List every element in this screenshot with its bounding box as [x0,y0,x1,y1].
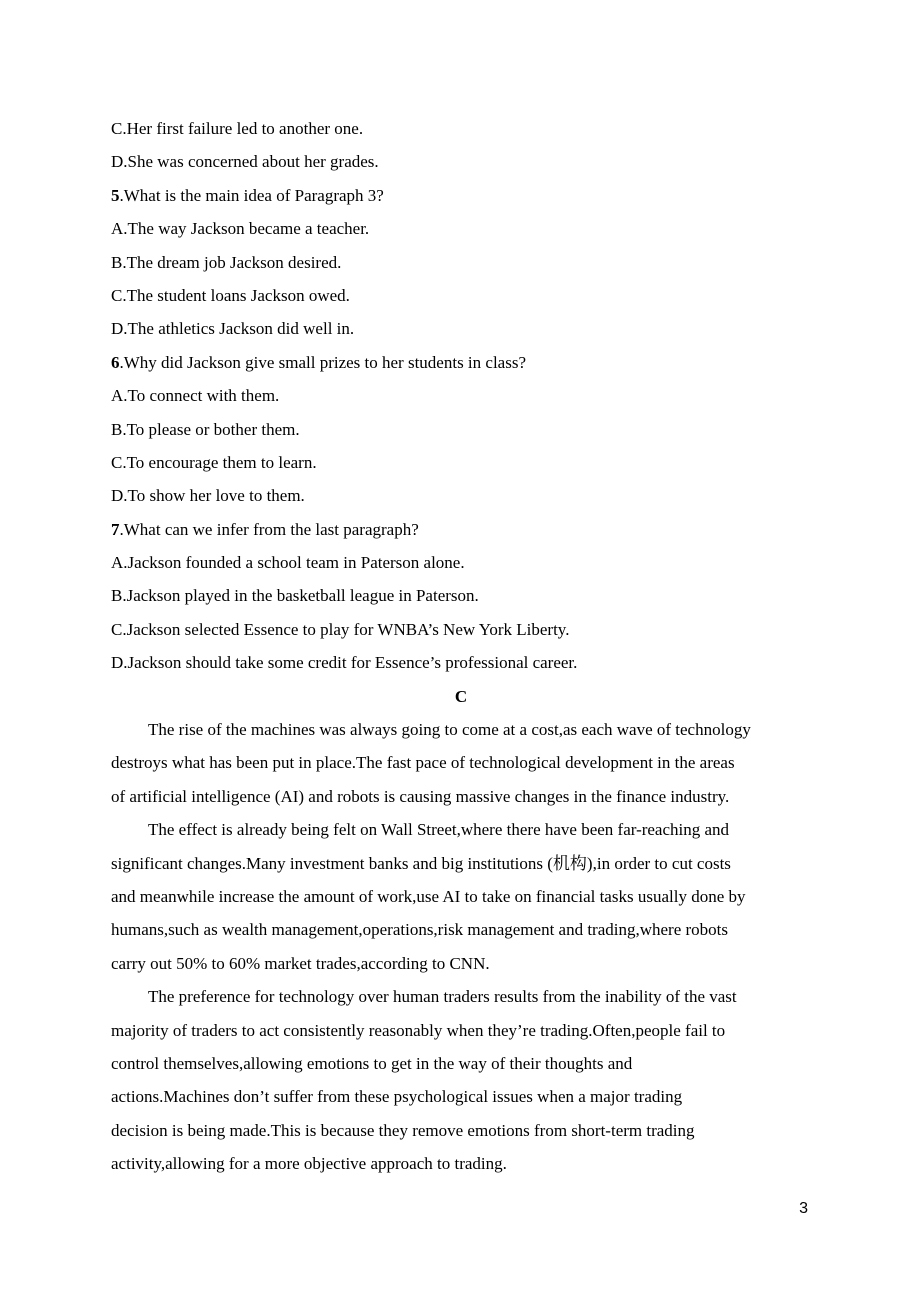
passage-line: control themselves,allowing emotions to get in the way of their thoughts and [111,1053,633,1073]
page-number: 3 [799,1200,808,1217]
question-stem: .Why did Jackson give small prizes to her students in class? [119,352,526,372]
question-stem: .What is the main idea of Paragraph 3? [119,185,384,205]
q4-option-c: C.Her first failure led to another one. [111,119,364,138]
question-stem: .What can we infer from the last paragraph? [119,519,419,539]
q5-option-a: A.The way Jackson became a teacher. [111,219,370,239]
q4-option-d: D.She was concerned about her grades. [111,152,379,172]
q7-option-a: A.Jackson founded a school team in Paterson alone. [111,553,465,573]
q5-option-b: B.The dream job Jackson desired. [111,252,342,272]
passage-line: The preference for technology over human traders results from the inability of the vast [148,987,737,1007]
question-7 [111,513,811,546]
q7-option-c: C.Jackson selected Essence to play for WNBA’s New York Liberty. [111,619,570,639]
passage-line: and meanwhile increase the amount of work,use AI to take on financial tasks usually done by [111,886,746,906]
q6-option-d: D.To show her love to them. [111,486,305,506]
question-number: 5 [111,185,120,205]
passage-line: decision is being made.This is because they remove emotions from short-term trading [111,1120,695,1140]
passage-line: actions.Machines don’t suffer from these psychological issues when a major trading [111,1087,683,1107]
passage-line: destroys what has been put in place.The fast pace of technological development in the areas [111,753,735,773]
q5-option-c: C.The student loans Jackson owed. [111,285,350,305]
passage-paragraph-3 [111,980,811,1180]
passage-paragraph-1 [111,713,811,813]
question-6 [111,346,811,379]
question-number: 7 [111,519,120,539]
passage-line: activity,allowing for a more objective approach to trading. [111,1154,507,1174]
section-heading: C [454,686,468,706]
question-5 [111,179,811,212]
passage-line: carry out 50% to 60% market trades,according to CNN. [111,953,490,973]
question-number: 6 [111,352,120,372]
document-page [111,112,811,1181]
passage-line: significant changes.Many investment banks and big institutions (机构),in order to cut costs [111,853,731,873]
q5-option-d: D.The athletics Jackson did well in. [111,319,355,339]
q6-option-c: C.To encourage them to learn. [111,452,317,472]
passage-line: majority of traders to act consistently reasonably when they’re trading.Often,people fail to [111,1020,726,1040]
q7-option-d: D.Jackson should take some credit for Essence’s professional career. [111,653,578,673]
passage-line: The rise of the machines was always going to come at a cost,as each wave of technology [148,720,751,740]
passage-paragraph-2 [111,813,811,980]
passage-line: of artificial intelligence (AI) and robots is causing massive changes in the finance industry. [111,786,730,806]
q6-option-b: B.To please or bother them. [111,419,300,439]
passage-line: humans,such as wealth management,operations,risk management and trading,where robots [111,920,729,940]
passage-line: The effect is already being felt on Wall Street,where there have been far-reaching and [148,820,730,840]
q7-option-b: B.Jackson played in the basketball league in Paterson. [111,586,479,606]
q6-option-a: A.To connect with them. [111,386,280,406]
